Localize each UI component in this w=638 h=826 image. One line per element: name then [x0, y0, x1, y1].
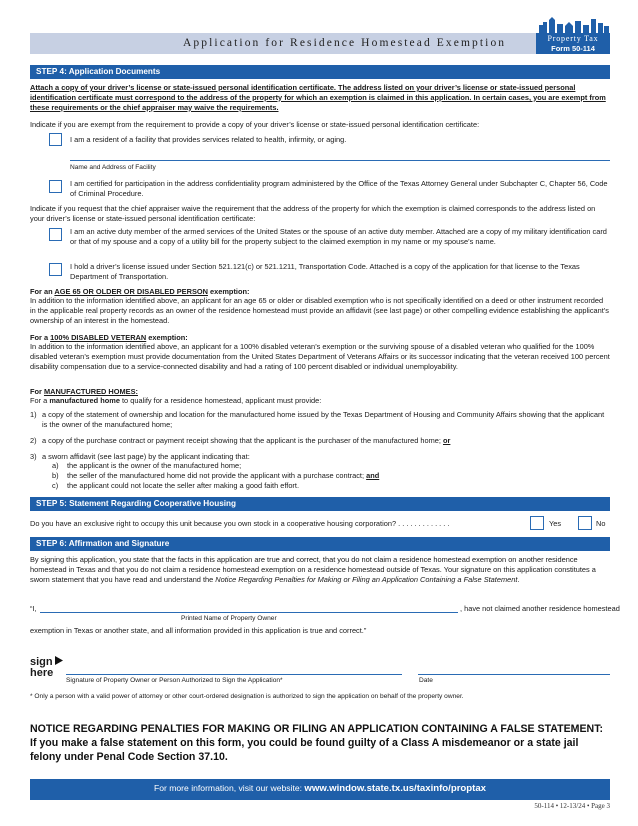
- checkbox-coop-yes[interactable]: [530, 516, 544, 530]
- printed-name-field[interactable]: [40, 612, 458, 613]
- affirmation-notice-title: Notice Regarding Penalties for Making or Filing an Application Containing a False Statement: [215, 574, 518, 584]
- age-underlined: AGE 65 OR OLDER OR DISABLED PERSON: [54, 287, 208, 296]
- signature-field[interactable]: [66, 674, 402, 675]
- drivers-license-label: I hold a driver’s license issued under Section 521.121(c) or 521.1211, Transportation Code. Attached is a copy of the application for that license to the Texas Department of Transportation.: [70, 262, 580, 281]
- coop-no-label: No: [596, 519, 606, 528]
- arrow-right-icon: [55, 656, 63, 665]
- affirmation-text: By signing this application, you state that the facts in this application are true and correct, that you do not claim a residence homestead exemption on another residence homestead in Texas and that you do not claim a residence homestead exemption on a residence homestead outside of Texas. Your signature on this application constitutes a sworn statement that you have read and understand the: [30, 555, 596, 584]
- notice-body: If you make a false statement on this form, you could be found guilty of a Class A misdemeanor or a state jail felony under Penal Code Section 37.10.: [30, 737, 579, 763]
- age-lead: For an: [30, 287, 55, 296]
- signature-footnote: * Only a person with a valid power of attorney or other court-ordered designation is authorized to sign the application on behalf of the property owner.: [30, 693, 464, 700]
- signature-label: Signature of Property Owner or Person Authorized to Sign the Application*: [66, 677, 283, 684]
- mh-item-3b-and: and: [366, 471, 380, 480]
- mh-item-2: [42, 436, 610, 446]
- step4-intro: Attach a copy of your driver’s license or state-issued personal identification certificate. The address listed on your driver’s license or state-issued personal identification certificate must correspond to the address of the property for which an exemption is claimed in this application. In certain cases, you are exempt from these requirements or the chief appraiser may waive the requirements.: [30, 83, 606, 112]
- manufactured-body: [30, 396, 610, 406]
- mh-item-2-number: 2): [30, 436, 37, 445]
- cooperative-question: Do you have an exclusive right to occupy this unit because you own stock in a cooperative housing corporation? . . . . . . . . . . . . .: [30, 519, 450, 528]
- facility-name-label: Name and Address of Facility: [70, 164, 156, 171]
- footer-bar: [30, 779, 610, 800]
- mh-lead: For: [30, 387, 44, 396]
- vet-lead: For a: [30, 333, 51, 342]
- checkbox-facility-resident[interactable]: [49, 133, 62, 146]
- step4-indicate-waive: Indicate if you request that the chief appraiser waive the requirement that the address of the property for which the exemption is claimed corresponds to the address listed on your driver’s license or state-issued personal identification certificate:: [30, 204, 596, 223]
- affirmation-end: .: [517, 574, 520, 584]
- mh-item-1-number: 1): [30, 410, 37, 419]
- footer-website-link[interactable]: www.window.state.tx.us/taxinfo/proptax: [304, 783, 487, 794]
- mh-item-3a: the applicant is the owner of the manufactured home;: [67, 461, 242, 470]
- vet-tail: exemption:: [146, 333, 188, 342]
- checkbox-drivers-license[interactable]: [49, 263, 62, 276]
- mh-item-3c-number: c): [52, 481, 59, 490]
- checkbox-address-confidentiality[interactable]: [49, 180, 62, 193]
- mh-item-3c: the applicant could not locate the seller after making a good faith effort.: [67, 481, 299, 490]
- sign-here-marker: [30, 656, 63, 679]
- veteran-body: In addition to the information identified above, an applicant for a 100% disabled veteran’s exemption or the surviving spouse of a disabled veteran who qualified for the 100% disabled veteran’s exemption must provide documentation from the United States Department of Veterans Affairs or its successor indicating that the veteran received 100 percent disability compensation due to a service-connected disability and had a rating of 100 percent disabled or individual unemployability.: [30, 342, 610, 371]
- footer-lead: For more information, visit our website:: [153, 783, 305, 793]
- sign-word: sign: [30, 656, 53, 668]
- mh-item-2-or: or: [442, 436, 451, 445]
- mh-underlined: MANUFACTURED HOMES:: [43, 387, 138, 396]
- affirmation-i: “I,: [30, 604, 37, 613]
- affirmation-body: [30, 555, 610, 584]
- step6-heading: STEP 6: Affirmation and Signature: [30, 537, 610, 551]
- step5-heading: STEP 5: Statement Regarding Cooperative Housing: [30, 497, 610, 511]
- facility-resident-label: I am a resident of a facility that provides services related to health, infirmity, or aging.: [70, 135, 347, 144]
- facility-name-field[interactable]: [70, 160, 610, 161]
- badge-form-number: Form 50-114: [551, 43, 595, 53]
- mh-item-3b: [67, 471, 607, 481]
- mh-item-3-number: 3): [30, 452, 37, 461]
- mh-item-2-text: a copy of the purchase contract or payment receipt showing that the applicant is the purchaser of the manufactured home;: [42, 436, 441, 445]
- form-badge: [536, 33, 610, 54]
- age-tail: exemption:: [207, 287, 250, 296]
- mh-item-1: a copy of the statement of ownership and location for the manufactured home issued by the Texas Department of Housing and Community Affairs showing that the applicant is the owner of the manufactured home;: [42, 410, 605, 429]
- date-label: Date: [419, 677, 433, 684]
- mh-body-b: manufactured home: [49, 396, 120, 405]
- here-word: here: [30, 667, 54, 679]
- page-number: 50-114 • 12-13/24 • Page 3: [534, 802, 610, 810]
- date-field[interactable]: [418, 674, 610, 675]
- form-title: Application for Residence Homestead Exemption: [183, 37, 507, 49]
- mh-body-c: to qualify for a residence homestead, applicant must provide:: [119, 396, 322, 405]
- mh-body-a: For a: [30, 396, 50, 405]
- capitol-skyline-icon: [537, 16, 610, 34]
- checkbox-active-duty[interactable]: [49, 228, 62, 241]
- printed-name-label: Printed Name of Property Owner: [181, 615, 277, 622]
- mh-item-3: a sworn affidavit (see last page) by the applicant indicating that:: [42, 452, 250, 461]
- mh-item-3b-number: b): [52, 471, 59, 480]
- affirmation-claimed: , have not claimed another residence homestead: [460, 604, 620, 613]
- address-confidentiality-label: I am certified for participation in the address confidentiality program administered by the Office of the Texas Attorney General under Subchapter C, Chapter 56, Code of Criminal Procedure.: [70, 179, 608, 198]
- step4-indicate-exempt: Indicate if you are exempt from the requirement to provide a copy of your driver’s license or state-issued personal identification certificate:: [30, 120, 480, 129]
- badge-category: Property Tax: [547, 34, 599, 43]
- age-disabled-body: In addition to the information identified above, an applicant for an age 65 or older or disabled exemption who is not specifically identified on a deed or other instrument recorded in the applicable real property records as an owner of the residence homestead must provide an affidavit (see last page) or other compelling evidence establishing the applicant’s ownership of an interest in the homestead.: [30, 296, 609, 325]
- checkbox-coop-no[interactable]: [578, 516, 592, 530]
- step4-heading: STEP 4: Application Documents: [30, 65, 610, 79]
- active-duty-label: I am an active duty member of the armed services of the United States or the spouse of an active duty member. Attached are a copy of my military identification card or that of my spouse and a copy of a utility bill for the property subject to the claimed exemption in my name or my spouse’s name.: [70, 227, 607, 246]
- notice-heading: NOTICE REGARDING PENALTIES FOR MAKING OR FILING AN APPLICATION CONTAINING A FALSE STATEMENT:: [30, 723, 604, 735]
- vet-underlined: 100% DISABLED VETERAN: [50, 333, 147, 342]
- mh-item-3a-number: a): [52, 461, 59, 470]
- mh-item-3b-text: the seller of the manufactured home did not provide the applicant with a purchase contract;: [67, 471, 365, 480]
- affirmation-exemption-line: exemption in Texas or another state, and all information provided in this application is true and correct.”: [30, 626, 367, 635]
- coop-yes-label: Yes: [549, 519, 562, 528]
